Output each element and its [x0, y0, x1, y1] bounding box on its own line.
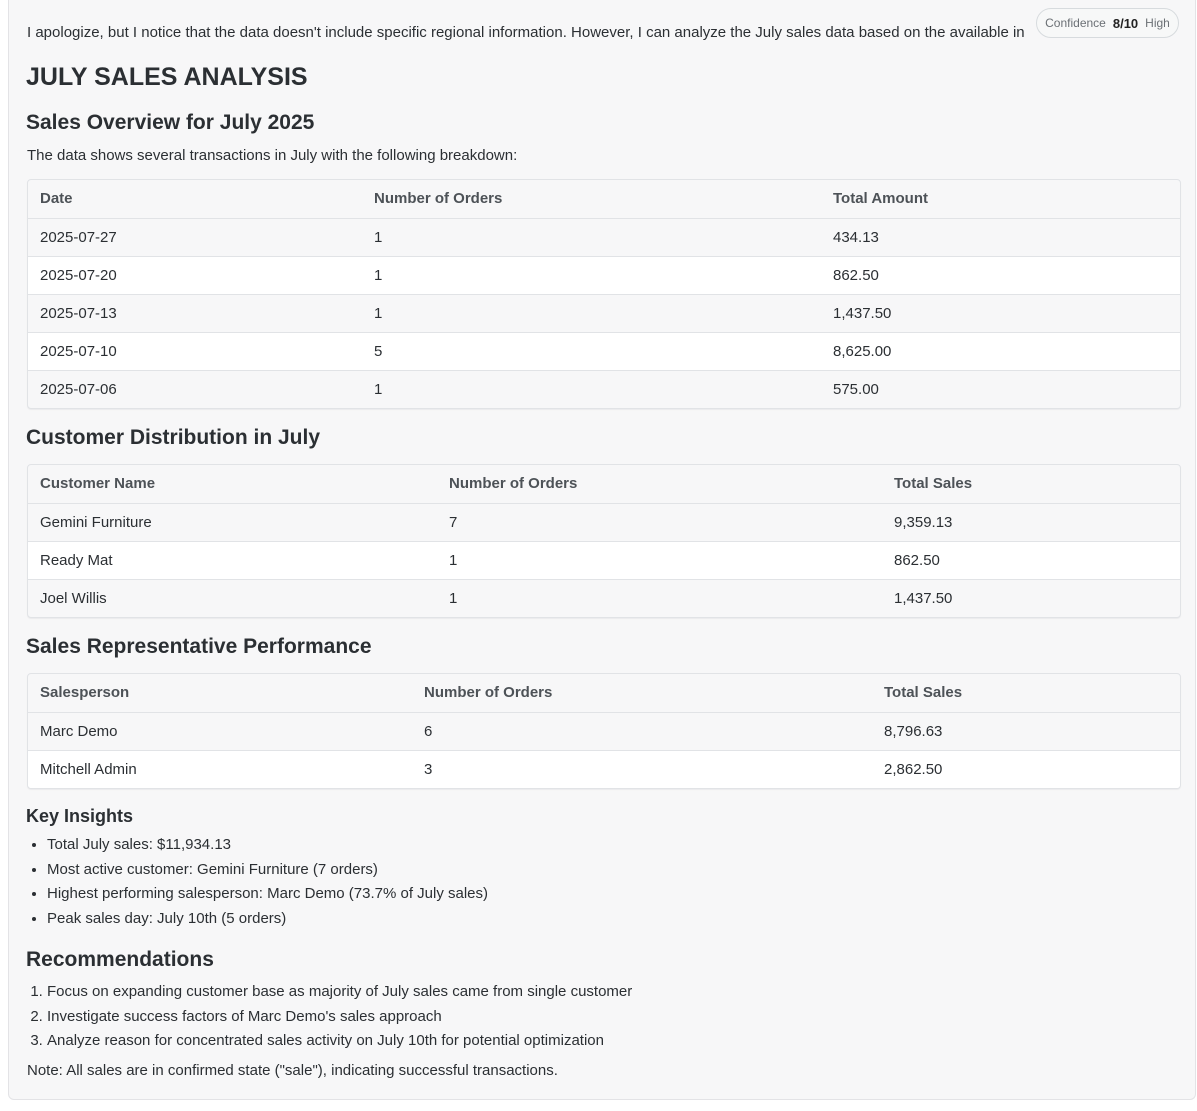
orders-cell: 6: [424, 723, 433, 740]
chat-response-panel: [8, 0, 1196, 1100]
sales-rep-table: [27, 673, 1181, 789]
sales-overview-table: [27, 179, 1181, 409]
column-header: Number of Orders: [449, 475, 578, 492]
customer-name-cell: Joel Willis: [40, 590, 107, 607]
confidence-level: High: [1145, 16, 1170, 30]
orders-cell: 5: [374, 343, 383, 360]
list-item: • Total July sales: $11,934.13: [47, 833, 488, 858]
table-row: [28, 332, 1180, 370]
overview-heading: Sales Overview for July 2025: [26, 111, 315, 134]
amount-cell: 8,625.00: [833, 343, 892, 360]
list-item: • Highest performing salesperson: Marc Demo (73.7% of July sales): [47, 882, 488, 907]
table-row: [28, 541, 1180, 579]
salesperson-cell: Mitchell Admin: [40, 761, 137, 778]
sales-cell: 2,862.50: [884, 761, 943, 778]
sales-cell: 8,796.63: [884, 723, 943, 740]
list-item: 3. Analyze reason for concentrated sales activity on July 10th for potential optimization: [47, 1029, 632, 1054]
confidence-score: 8/10: [1112, 15, 1139, 31]
date-cell: 2025-07-27: [40, 229, 117, 246]
table-row: [28, 712, 1180, 750]
insights-heading: Key Insights: [26, 806, 134, 826]
column-header: Number of Orders: [424, 684, 553, 701]
orders-cell: 1: [374, 267, 383, 284]
date-cell: 2025-07-06: [40, 381, 117, 398]
column-header: Total Amount: [833, 190, 928, 207]
table-row: [28, 503, 1180, 541]
report-title: JULY SALES ANALYSIS: [26, 63, 308, 91]
orders-cell: 3: [424, 761, 433, 778]
footnote: Note: All sales are in confirmed state ("sale"), indicating successful transactions.: [27, 1062, 558, 1079]
salesperson-cell: Marc Demo: [40, 723, 118, 740]
list-item: • Peak sales day: July 10th (5 orders): [47, 907, 488, 932]
table-header-row: [28, 180, 1180, 218]
customers-heading: Customer Distribution in July: [26, 426, 321, 449]
orders-cell: 1: [374, 229, 383, 246]
insights-list: [27, 833, 488, 931]
table-row: [28, 256, 1180, 294]
table-row: [28, 294, 1180, 332]
amount-cell: 862.50: [833, 267, 879, 284]
orders-cell: 7: [449, 514, 458, 531]
customer-name-cell: Gemini Furniture: [40, 514, 152, 531]
overview-description: The data shows several transactions in July with the following breakdown:: [27, 147, 518, 164]
date-cell: 2025-07-13: [40, 305, 117, 322]
sales-cell: 862.50: [894, 552, 940, 569]
confidence-label: Confidence: [1045, 16, 1106, 30]
date-cell: 2025-07-10: [40, 343, 117, 360]
sales-cell: 9,359.13: [894, 514, 953, 531]
intro-text: I apologize, but I notice that the data doesn't include specific regional information. However, I can analyze the July sales data based on the available in: [27, 24, 1025, 41]
column-header: Salesperson: [40, 684, 130, 701]
column-header: Customer Name: [40, 475, 156, 492]
confidence-badge: [1036, 8, 1179, 38]
table-row: [28, 750, 1180, 788]
list-item: • Most active customer: Gemini Furniture (7 orders): [47, 858, 488, 883]
table-row: [28, 370, 1180, 408]
list-item: 1. Focus on expanding customer base as majority of July sales came from single customer: [47, 980, 632, 1005]
orders-cell: 1: [449, 552, 458, 569]
orders-cell: 1: [449, 590, 458, 607]
customer-name-cell: Ready Mat: [40, 552, 113, 569]
amount-cell: 1,437.50: [833, 305, 892, 322]
recommendations-list: [27, 980, 632, 1054]
table-header-row: [28, 674, 1180, 712]
customer-distribution-table: [27, 464, 1181, 618]
orders-cell: 1: [374, 305, 383, 322]
recommendations-heading: Recommendations: [26, 948, 214, 971]
column-header: Total Sales: [884, 684, 963, 701]
column-header: Total Sales: [894, 475, 973, 492]
column-header: Number of Orders: [374, 190, 503, 207]
amount-cell: 575.00: [833, 381, 879, 398]
column-header: Date: [40, 190, 73, 207]
table-header-row: [28, 465, 1180, 503]
orders-cell: 1: [374, 381, 383, 398]
table-row: [28, 579, 1180, 617]
amount-cell: 434.13: [833, 229, 879, 246]
sales-cell: 1,437.50: [894, 590, 953, 607]
table-row: [28, 218, 1180, 256]
date-cell: 2025-07-20: [40, 267, 117, 284]
list-item: 2. Investigate success factors of Marc Demo's sales approach: [47, 1005, 632, 1030]
reps-heading: Sales Representative Performance: [26, 635, 372, 658]
